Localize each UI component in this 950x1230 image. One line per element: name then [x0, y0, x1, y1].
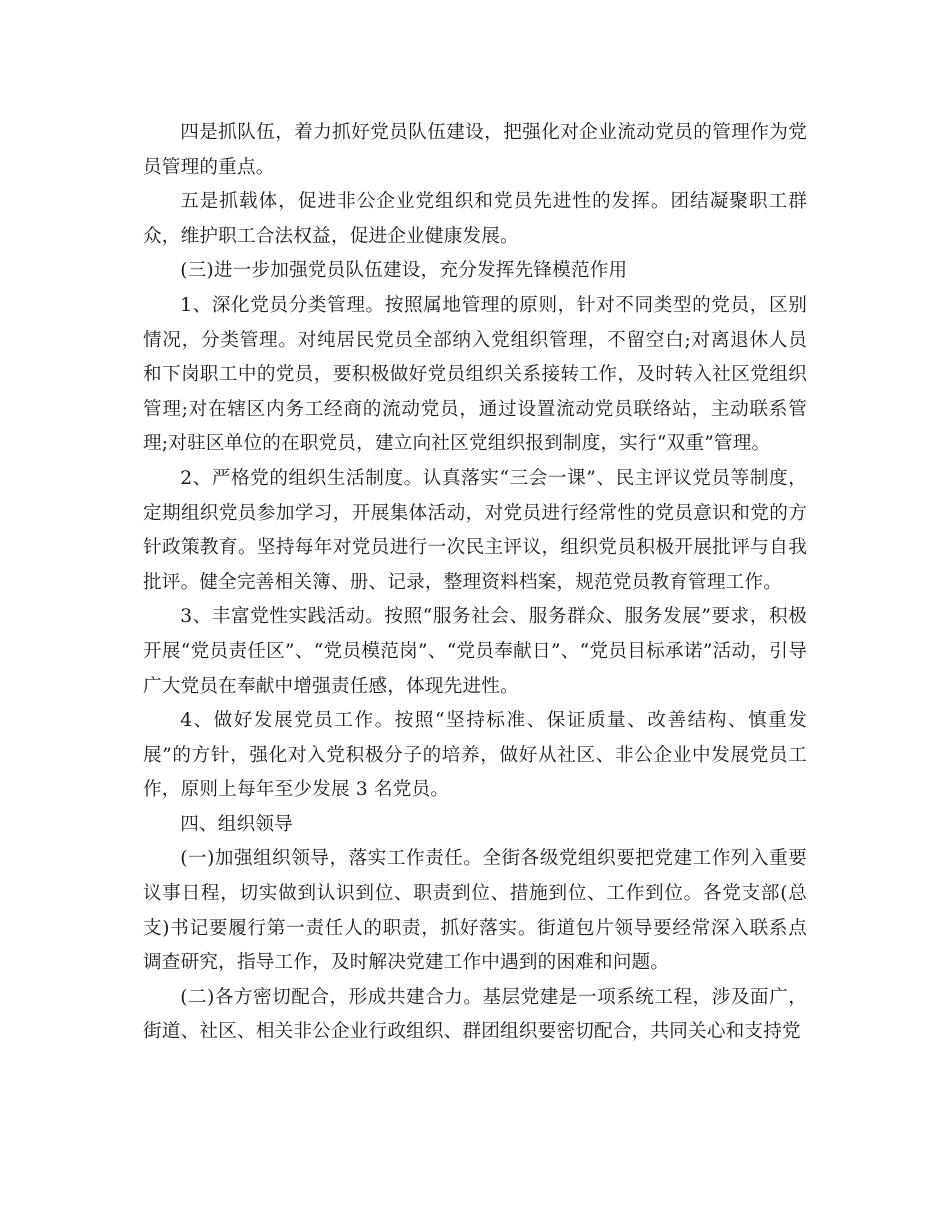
paragraph-subsection-1: (一)加强组织领导，落实工作责任。全街各级党组织要把党建工作列入重要议事日程，切实做到认识到位、职责到位、措施到位、工作到位。各党支部(总支)书记要履行第一责任人的职责，抓好落实。街道包片领导要经常深入联系点调查研究，指导工作，及时解决党建工作中遇到的困难和问题。 — [143, 848, 807, 974]
paragraph-team-building: 四是抓队伍，着力抓好党员队伍建设，把强化对企业流动党员的管理作为党员管理的重点。 — [143, 122, 807, 178]
paragraph-carrier: 五是抓载体，促进非公企业党组织和党员先进性的发挥。团结凝聚职工群众，维护职工合法权益，促进企业健康发展。 — [143, 191, 807, 247]
paragraph-item-1: 1、深化党员分类管理。按照属地管理的原则，针对不同类型的党员，区别情况，分类管理。对纯居民党员全部纳入党组织管理，不留空白;对离退休人员和下岗职工中的党员，要积极做好党员组织关系接转工作，及时转入社区党组织管理;对在辖区内务工经商的流动党员，通过设置流动党员联络站，主动联系管理;对驻区单位的在职党员，建立向社区党组织报到制度，实行“双重”管理。 — [143, 294, 807, 455]
paragraph-item-2: 2、严格党的组织生活制度。认真落实“三会一课”、民主评议党员等制度，定期组织党员参加学习，开展集体活动，对党员进行经常性的党员意识和党的方针政策教育。坚持每年对党员进行一次民主评议，组织党员积极开展批评与自我批评。健全完善相关簿、册、记录，整理资料档案，规范党员教育管理工作。 — [143, 467, 807, 593]
paragraph-item-3: 3、丰富党性实践活动。按照“服务社会、服务群众、服务发展”要求，积极开展“党员责任区”、“党员模范岗”、“党员奉献日”、“党员目标承诺”活动，引导广大党员在奉献中增强责任感，体现先进性。 — [143, 606, 807, 697]
document-body — [143, 116, 807, 1050]
section-heading-3: (三)进一步加强党员队伍建设，充分发挥先锋模范作用 — [180, 260, 628, 282]
paragraph-subsection-2: (二)各方密切配合，形成共建合力。基层党建是一项系统工程，涉及面广，街道、社区、相关非公企业行政组织、群团组织要密切配合，共同关心和支持党 — [143, 986, 807, 1043]
paragraph-item-4: 4、做好发展党员工作。按照“坚持标准、保证质量、改善结构、慎重发展”的方针，强化对入党积极分子的培养，做好从社区、非公企业中发展党员工作，原则上每年至少发展 3 名党员。 — [143, 710, 807, 801]
section-heading-4: 四、组织领导 — [180, 813, 293, 835]
